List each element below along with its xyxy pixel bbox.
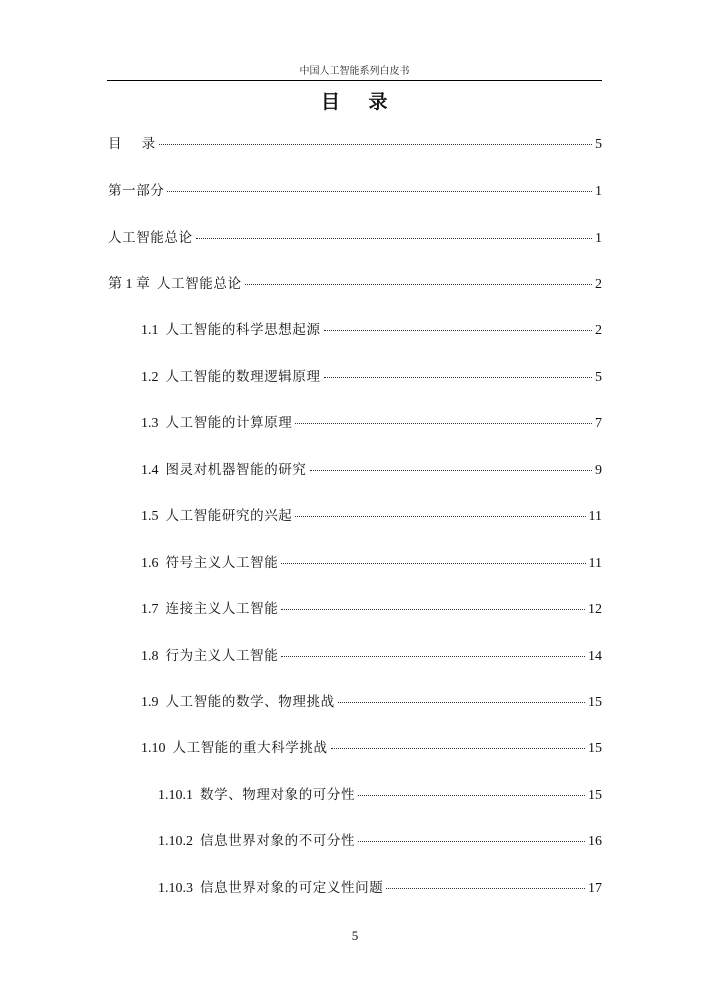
toc-entry-number: 1.9: [141, 695, 166, 710]
toc-entry-number: 1.10.2: [158, 834, 200, 849]
toc-entry-page: 16: [588, 834, 602, 849]
toc-entry-number: 1.2: [141, 370, 166, 385]
toc-entry-label: 人工智能研究的兴起: [165, 508, 293, 524]
toc-leader-dots: [358, 841, 585, 842]
toc-entry-page: 1: [595, 231, 602, 246]
toc-leader-dots: [281, 563, 585, 564]
toc-entry-number: 1.5: [141, 509, 166, 524]
toc-entry[interactable]: [141, 554, 602, 572]
toc-leader-dots: [295, 516, 585, 517]
toc-leader-dots: [159, 144, 592, 145]
toc-entry-label: 人工智能的数理逻辑原理: [165, 369, 321, 385]
toc-entry-number: 1.8: [141, 649, 166, 664]
toc-leader-dots: [281, 656, 585, 657]
toc-entry-page: 17: [588, 881, 602, 896]
toc-entry-label: 人工智能的计算原理: [165, 415, 293, 431]
toc-entry-label: 信息世界对象的不可分性: [200, 833, 356, 849]
toc-leader-dots: [324, 377, 592, 378]
toc-entry-label: 信息世界对象的可定义性问题: [200, 880, 384, 896]
toc-entry[interactable]: [141, 693, 602, 711]
toc-entry-page: 2: [595, 277, 602, 292]
toc-entry-label: 图灵对机器智能的研究: [165, 462, 307, 478]
toc-entry-number: 1.4: [141, 463, 166, 478]
toc-entry[interactable]: [141, 321, 602, 339]
toc-leader-dots: [295, 423, 592, 424]
toc-entry-page: 5: [595, 370, 602, 385]
toc-entry-label: 人工智能总论: [108, 230, 193, 246]
toc-leader-dots: [245, 284, 592, 285]
toc-entry[interactable]: [141, 739, 602, 757]
toc-entry-label: 人工智能的数学、物理挑战: [165, 694, 335, 710]
toc-entry-label: 符号主义人工智能: [165, 555, 279, 571]
toc-entry[interactable]: [108, 182, 602, 200]
toc-entry-number: 第 1 章: [108, 277, 157, 292]
toc-leader-dots: [281, 609, 585, 610]
page-title-right: 录: [368, 91, 389, 113]
toc-entry-page: 15: [588, 695, 602, 710]
toc-entry[interactable]: [108, 135, 602, 153]
page-title-left: 目: [320, 91, 341, 113]
page-title: [107, 87, 602, 114]
toc-entry-number: 1.6: [141, 556, 166, 571]
toc-entry-label: 人工智能的科学思想起源: [165, 322, 321, 338]
running-header: 中国人工智能系列白皮书: [299, 66, 410, 77]
toc-entry-page: 11: [588, 509, 602, 524]
toc-entry-label: 行为主义人工智能: [165, 648, 279, 664]
toc-entry[interactable]: [158, 786, 602, 804]
toc-entry-page: 2: [595, 323, 602, 338]
toc-entry-page: 1: [595, 184, 602, 199]
toc-entry-page: 11: [588, 556, 602, 571]
toc-entry-number: 1.7: [141, 602, 166, 617]
toc-entry-label: 人工智能总论: [157, 276, 242, 292]
toc-entry-number: 1.10.3: [158, 881, 200, 896]
toc-entry-number: 1.3: [141, 416, 166, 431]
toc-entry-page: 7: [595, 416, 602, 431]
page-number: 5: [351, 928, 359, 943]
toc-entry-label: 连接主义人工智能: [165, 601, 279, 617]
toc-entry-label: 人工智能的重大科学挑战: [172, 740, 328, 756]
toc-entry-number: 1.10: [141, 741, 173, 756]
toc-leader-dots: [324, 330, 592, 331]
toc-entry[interactable]: [141, 600, 602, 618]
toc-entry[interactable]: [141, 461, 602, 479]
toc-entry-page: 15: [588, 741, 602, 756]
toc-entry-label: 第一部分: [108, 183, 165, 199]
toc-entry[interactable]: [108, 229, 602, 247]
toc-entry-page: 14: [588, 649, 602, 664]
toc-entry-label: 目 录: [108, 136, 156, 152]
header-divider: [107, 80, 602, 81]
toc-entry[interactable]: [141, 414, 602, 432]
toc-leader-dots: [386, 888, 585, 889]
toc-leader-dots: [338, 702, 585, 703]
toc-leader-dots: [310, 470, 593, 471]
toc-entry[interactable]: [158, 879, 602, 897]
toc-entry[interactable]: [108, 275, 602, 293]
toc-entry[interactable]: [158, 832, 602, 850]
toc-leader-dots: [167, 191, 592, 192]
toc-entry[interactable]: [141, 647, 602, 665]
toc-leader-dots: [331, 748, 585, 749]
toc-entry-label: 数学、物理对象的可分性: [200, 787, 356, 803]
toc-entry-page: 12: [588, 602, 602, 617]
toc-entry-page: 9: [595, 463, 602, 478]
toc-entry-number: 1.1: [141, 323, 166, 338]
toc-entry[interactable]: [141, 368, 602, 386]
toc-entry-number: 1.10.1: [158, 788, 200, 803]
toc-entry[interactable]: [141, 507, 602, 525]
toc-leader-dots: [196, 238, 592, 239]
toc-entry-page: 15: [588, 788, 602, 803]
toc-leader-dots: [358, 795, 585, 796]
toc-entry-page: 5: [595, 137, 602, 152]
